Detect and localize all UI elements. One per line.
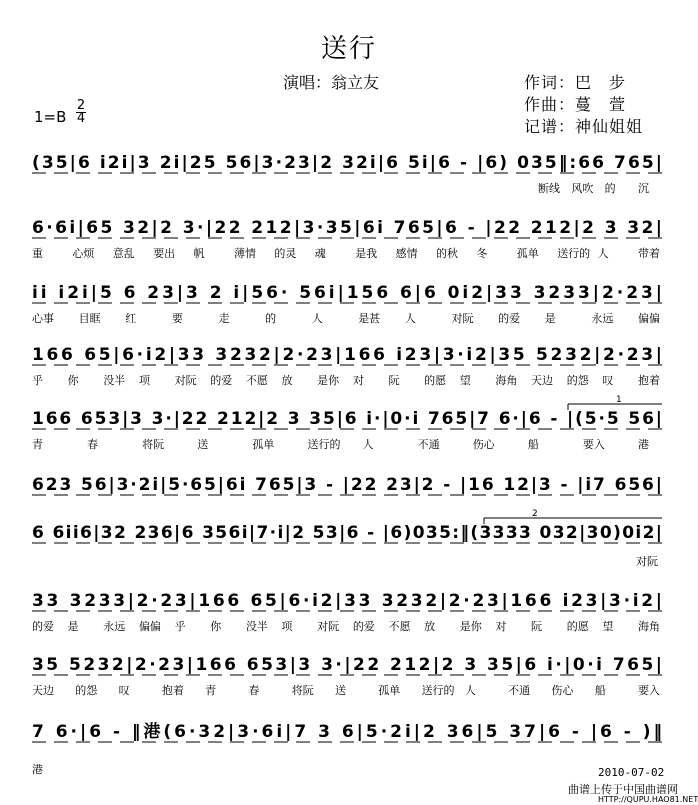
lyric-syllable: 的爱: [210, 374, 233, 387]
notation-line: 6 6ii6|32 236|6 356i|7·i|2 53|6 - |6)035:‖(3333 032|30)0i2|: [32, 523, 662, 543]
lyric-syllable: 是你: [317, 374, 340, 387]
volta-number: 1: [616, 395, 622, 405]
score-system: [32, 395, 662, 451]
lyric-syllable: 是: [544, 312, 556, 325]
notation-line: 166 65|6·i2|33 3232|2·23|166 i23|3·i2|35 5232|2·23|: [32, 345, 662, 365]
lyric-syllable: 要出: [153, 247, 176, 260]
composer-credit: 作曲：蔓 萱: [524, 95, 627, 114]
lyric-syllable: 海角: [495, 374, 518, 387]
lyric-syllable: 对阮: [451, 312, 474, 325]
lyric-syllable: 叹: [118, 684, 130, 697]
lyric-syllable: 心事: [32, 312, 54, 325]
lyric-syllable: 重: [32, 247, 43, 260]
lyricist-credit: 作词：巴 步: [524, 73, 627, 92]
score-system: [32, 153, 662, 195]
lyric-syllable: 是甚: [358, 312, 381, 325]
lyric-syllable: 沉: [638, 182, 649, 195]
lyric-syllable: 阮: [388, 374, 400, 387]
notation-line: 35 5232|2·23|166 653|3 3·|22 212|2 3 35|6 i·|0·i 765|: [32, 655, 662, 675]
lyric-syllable: 对阮: [174, 374, 197, 387]
notation-line: 7 6·|6 - ‖港(6·32|3·6i|7 3 6|5·2i|2 36|5 37|6 - |6 - )‖: [32, 722, 662, 742]
lyric-syllable: 乎: [174, 620, 186, 633]
lyric-syllable: 的爱: [352, 620, 375, 633]
lyric-syllable: 薄情: [234, 247, 256, 260]
lyric-syllable: 孤单: [378, 684, 401, 697]
lyric-syllable: 永远: [103, 620, 126, 633]
lyric-syllable: 目眶: [78, 312, 101, 325]
time-signature-top: 2: [76, 98, 86, 113]
lyric-syllable: 春: [248, 684, 260, 697]
lyric-syllable: 要: [171, 312, 183, 325]
lyric-syllable: 感情: [395, 247, 418, 260]
lyric-syllable: 孤单: [252, 438, 275, 451]
key-signature: 1=B: [34, 108, 67, 126]
score-system: [32, 218, 662, 260]
lyric-syllable: 送: [197, 438, 209, 451]
lyric-syllable: 对: [352, 374, 364, 387]
lyric-syllable: 魂: [314, 247, 326, 260]
lyric-syllable: 永远: [591, 312, 614, 325]
lyric-syllable: 天边: [531, 374, 554, 387]
lyric-syllable: 断线: [538, 182, 560, 195]
lyric-syllable: 天边: [32, 684, 54, 697]
lyric-syllable: 人: [362, 438, 374, 451]
lyric-syllable: 望: [602, 620, 614, 633]
lyric-syllable: 抱着: [161, 684, 184, 697]
lyric-syllable: 孤单: [516, 247, 539, 260]
lyric-syllable: 人: [404, 312, 416, 325]
lyric-syllable: 你: [67, 374, 79, 387]
notation-line: ii i2i|5 6 23|3 2 i|56· 56i|156 6|6 0i2|33 3233|2·23|: [32, 283, 662, 303]
lyric-syllable: 将阮: [291, 684, 314, 697]
site-url: HTTP://QUPU.HAO81.NET: [598, 795, 698, 804]
lyric-syllable: 是你: [459, 620, 482, 633]
lyric-syllable: 偏偏: [138, 620, 161, 633]
lyric-syllable: 对阮: [636, 555, 658, 568]
lyric-syllable: 的灵: [274, 247, 297, 260]
lyric-syllable: 春: [87, 438, 99, 451]
lyric-syllable: 人: [464, 684, 476, 697]
lyric-syllable: 送行的: [307, 438, 341, 451]
lyric-syllable: 是: [67, 620, 79, 633]
lyric-syllable: 海角: [638, 620, 660, 633]
lyric-syllable: 送行的: [421, 684, 455, 697]
transcriber-credit: 记谱：神仙姐姐: [524, 117, 644, 136]
singer-credit: 演唱：翁立友: [283, 73, 380, 92]
lyric-syllable: 叹: [602, 374, 614, 387]
lyric-syllable: 意乱: [112, 247, 135, 260]
lyric-syllable: 的怨: [75, 684, 98, 697]
site-watermark: 曲谱上传于中国曲谱网: [568, 783, 678, 796]
lyric-syllable: 送: [335, 684, 346, 697]
lyric-syllable: 帆: [193, 247, 205, 260]
lyric-syllable: 的怨: [566, 374, 589, 387]
time-signature-bottom: 4: [76, 111, 86, 126]
lyric-syllable: 偏偏: [638, 312, 660, 325]
lyric-syllable: 没半: [103, 374, 126, 387]
notation-line: 33 3233|2·23|166 65|6·i2|33 3232|2·23|166 i23|3·i2|: [32, 591, 662, 611]
score-system: [32, 722, 662, 776]
lyric-syllable: 心烦: [72, 247, 95, 260]
lyric-syllable: 的: [265, 312, 277, 325]
lyric-syllable: 伤心: [551, 684, 574, 697]
score-system: [32, 345, 662, 387]
lyric-syllable: 伤心: [472, 438, 495, 451]
lyric-syllable: 项: [138, 374, 150, 387]
lyric-syllable: 要入: [638, 684, 660, 697]
transcription-date: 2010-07-02: [598, 766, 665, 779]
lyric-syllable: 抱着: [638, 374, 660, 387]
lyric-syllable: 项: [281, 620, 293, 633]
lyric-syllable: 船: [594, 684, 606, 697]
score-system: [32, 475, 662, 495]
lyric-syllable: 带着: [638, 247, 660, 260]
lyric-syllable: 放: [424, 620, 436, 633]
score-system: [32, 283, 662, 325]
lyric-syllable: 你: [210, 620, 222, 633]
notation-line: 166 653|3 3·|22 212|2 3 35|6 i·|0·i 765|7 6·|6 - |(5·5 56|: [32, 409, 662, 429]
lyric-syllable: 的秋: [436, 247, 458, 260]
notation-line: 6·6i|65 32|2 3·|22 212|3·35|6i 765|6 - |22 212|2 3 32|: [32, 218, 662, 238]
lyric-syllable: 放: [281, 374, 293, 387]
notation-line: (35|6 i2i|3 2i|25 56|3·23|2 32i|6 5i|6 - |6) 035‖:66 765|: [32, 153, 662, 173]
lyric-syllable: 青: [205, 684, 217, 697]
lyric-syllable: 的爱: [32, 620, 54, 633]
lyric-syllable: 不愿: [245, 374, 268, 387]
lyric-syllable: 红: [125, 312, 137, 325]
notation-line: 623 56|3·2i|5·65|6i 765|3 - |22 23|2 - |16 12|3 - |i7 656|: [32, 475, 663, 495]
lyric-syllable: 不愿: [388, 620, 411, 633]
lyric-syllable: 青: [32, 438, 43, 451]
score-system: [32, 591, 662, 633]
lyric-syllable: 风吹: [571, 182, 594, 195]
lyric-syllable: 送行的: [557, 247, 591, 260]
lyric-syllable: 的愿: [566, 620, 589, 633]
lyric-syllable: 对阮: [317, 620, 340, 633]
score-system: [32, 509, 662, 568]
lyric-syllable: 船: [527, 438, 539, 451]
lyric-syllable: 人: [597, 247, 609, 260]
lyric-syllable: 将阮: [142, 438, 165, 451]
lyric-syllable: 是我: [355, 247, 378, 260]
lyric-syllable: 港: [638, 438, 649, 451]
lyric-syllable: 不通: [417, 438, 440, 451]
lyric-syllable: 人: [311, 312, 323, 325]
volta-number: 2: [532, 509, 538, 519]
lyric-syllable: 要入: [582, 438, 605, 451]
lyric-syllable: 走: [218, 312, 230, 325]
lyric-syllable: 没半: [245, 620, 268, 633]
lyric-syllable: 港: [32, 763, 43, 776]
lyric-syllable: 望: [459, 374, 471, 387]
song-title: 送行: [320, 34, 377, 64]
lyric-syllable: 不通: [508, 684, 531, 697]
lyric-syllable: 的愿: [424, 374, 447, 387]
lyric-syllable: 冬: [476, 247, 488, 260]
lyric-syllable: 乎: [32, 374, 43, 387]
lyric-syllable: 对: [495, 620, 507, 633]
score-system: [32, 655, 662, 697]
lyric-syllable: 的爱: [498, 312, 521, 325]
lyric-syllable: 阮: [531, 620, 543, 633]
lyric-syllable: 的: [604, 182, 616, 195]
